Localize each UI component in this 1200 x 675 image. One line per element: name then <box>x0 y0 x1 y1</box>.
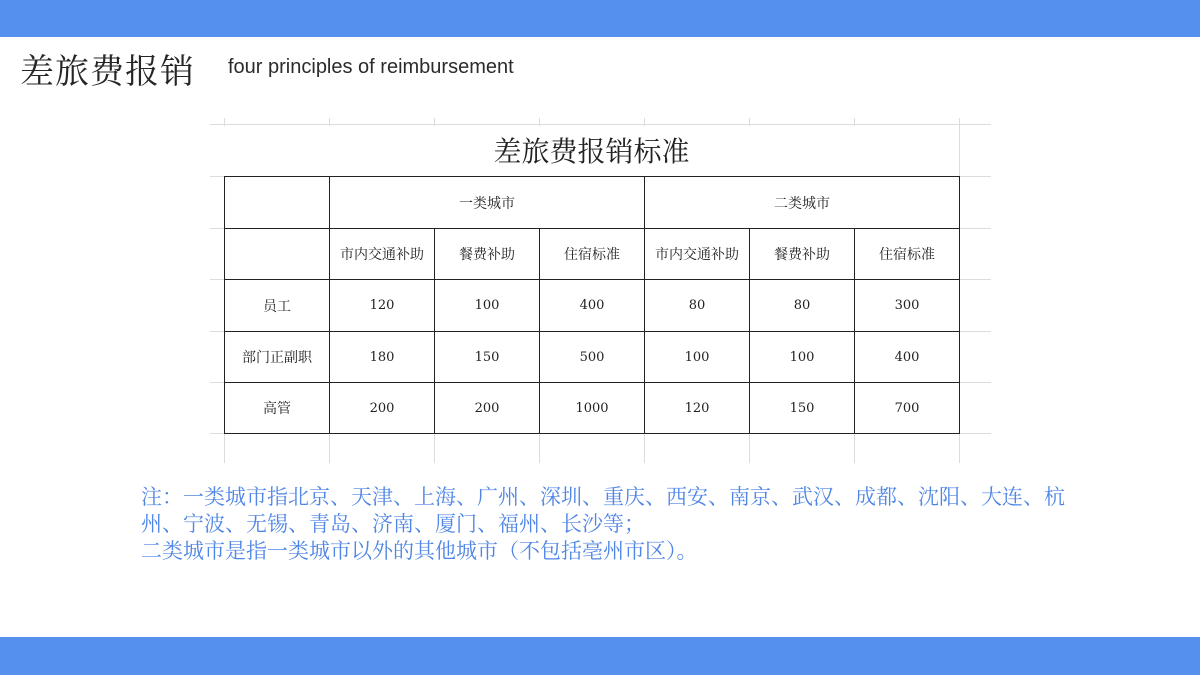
table-cell: 120 <box>645 383 750 434</box>
row-label: 部门正副职 <box>225 332 330 383</box>
group-header: 一类城市 <box>330 177 645 229</box>
table-cell: 80 <box>645 280 750 332</box>
group-header: 二类城市 <box>645 177 960 229</box>
table-cell: 120 <box>330 280 435 332</box>
corner-cell <box>225 229 330 280</box>
column-header: 餐费补助 <box>750 229 855 280</box>
column-header-row <box>225 229 960 280</box>
column-header: 市内交通补助 <box>330 229 435 280</box>
table-cell: 400 <box>855 332 960 383</box>
table-cell: 150 <box>750 383 855 434</box>
column-header: 住宿标准 <box>855 229 960 280</box>
table-cell: 80 <box>750 280 855 332</box>
row-label: 员工 <box>225 280 330 332</box>
column-header: 住宿标准 <box>540 229 645 280</box>
table-row <box>225 383 960 434</box>
table-cell: 100 <box>750 332 855 383</box>
table-cell: 300 <box>855 280 960 332</box>
page-title: 差旅费报销 <box>20 52 195 92</box>
table-cell: 180 <box>330 332 435 383</box>
table-row <box>225 332 960 383</box>
table-cell: 400 <box>540 280 645 332</box>
grid-line <box>210 124 991 125</box>
table-row <box>225 280 960 332</box>
bottom-accent-bar <box>0 637 1200 675</box>
note-line: 二类城市是指一类城市以外的其他城市（不包括亳州市区）。 <box>141 539 698 563</box>
table-cell: 200 <box>330 383 435 434</box>
page-subtitle: four principles of reimbursement <box>228 56 514 78</box>
row-label: 高管 <box>225 383 330 434</box>
table-cell: 200 <box>435 383 540 434</box>
table-cell: 1000 <box>540 383 645 434</box>
table-cell: 100 <box>645 332 750 383</box>
table-cell: 500 <box>540 332 645 383</box>
top-accent-bar <box>0 0 1200 37</box>
group-header-row <box>225 177 960 229</box>
note-text <box>141 484 1076 565</box>
column-header: 餐费补助 <box>435 229 540 280</box>
note-line: 注：一类城市指北京、天津、上海、广州、深圳、重庆、西安、南京、武汉、成都、沈阳、大连、杭州、宁波、无锡、青岛、济南、厦门、福州、长沙等； <box>141 485 1065 536</box>
reimbursement-table <box>224 176 960 434</box>
corner-cell <box>225 177 330 229</box>
column-header: 市内交通补助 <box>645 229 750 280</box>
table-cell: 100 <box>435 280 540 332</box>
sheet-title: 差旅费报销标准 <box>224 126 959 178</box>
table-cell: 150 <box>435 332 540 383</box>
table-cell: 700 <box>855 383 960 434</box>
